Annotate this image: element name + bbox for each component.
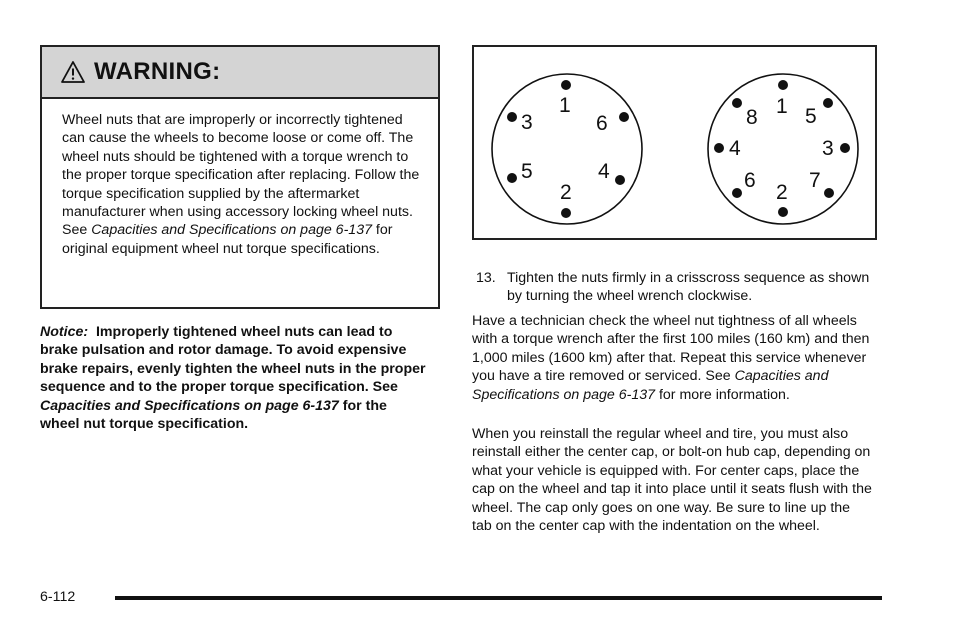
lug-number: 3 <box>822 137 834 160</box>
lug-number: 4 <box>729 137 741 160</box>
lug-number: 1 <box>776 95 788 118</box>
lug-nut-sequence-diagram <box>472 45 877 240</box>
notice-label: Notice: <box>40 324 89 340</box>
lug-number: 6 <box>744 169 756 192</box>
warning-text-end: for original equipment wheel nut torque specifications. <box>62 222 393 257</box>
lug-nut-dot <box>840 143 850 153</box>
footer-rule <box>115 596 882 600</box>
lug-nut-dot <box>778 207 788 217</box>
lug-nut-dot <box>507 173 517 183</box>
warning-body <box>42 99 438 258</box>
warning-title: WARNING: <box>94 58 221 85</box>
lug-nut-dot <box>507 112 517 122</box>
lug-number: 2 <box>560 181 572 204</box>
lug-number: 6 <box>596 112 608 135</box>
lug-number: 3 <box>521 111 533 134</box>
lug-nut-dot <box>732 98 742 108</box>
notice-paragraph <box>40 323 430 433</box>
lug-nut-dot <box>615 175 625 185</box>
lug-number: 4 <box>598 160 610 183</box>
paragraph-center-cap: When you reinstall the regular wheel and tire, you must also reinstall either the center cap, or bolt-on hub cap, depending on what your vehicle is equipped with. For center caps, place the cap on the wheel and tap it into place until it seats flush with the wheel. The cap only goes on one way. Be sure to line up the tab on the center cap with the indentation on the wheel. <box>472 426 872 535</box>
lug-nut-dot <box>561 80 571 90</box>
lug-nut-dot <box>778 80 788 90</box>
lug-nut-dot <box>824 188 834 198</box>
step-text: Tighten the nuts firmly in a crisscross sequence as shown by turning the wheel wrench clockwise. <box>507 270 870 305</box>
lug-nut-dot <box>823 98 833 108</box>
paragraph-reference: Capacities and Specifications on page 6-137 <box>472 368 829 403</box>
lug-nut-dot <box>619 112 629 122</box>
step-number: 13. <box>476 270 496 286</box>
warning-reference: Capacities and Specifications on page 6-137 <box>91 222 372 239</box>
step-13 <box>476 269 876 306</box>
notice-reference: Capacities and Specifications on page 6-137 <box>40 397 339 414</box>
lug-number: 1 <box>559 94 571 117</box>
lug-number: 5 <box>805 105 817 128</box>
page-number: 6-112 <box>40 589 76 605</box>
lug-number: 8 <box>746 106 758 129</box>
lug-number: 5 <box>521 160 533 183</box>
warning-header <box>42 47 438 99</box>
eight-lug-wheel <box>708 74 858 224</box>
lug-number: 2 <box>776 181 788 204</box>
notice-text: Improperly tightened wheel nuts can lead to brake pulsation and rotor damage. To avoid expensive brake repairs, evenly tighten the wheel nuts in the proper sequence and to the proper torque specification. See <box>40 324 426 396</box>
lug-nut-dot <box>732 188 742 198</box>
lug-number: 7 <box>809 169 821 192</box>
warning-box <box>40 45 440 309</box>
paragraph-text: Have a technician check the wheel nut tightness of all wheels with a torque wrench after the first 100 miles (160 km) and then 1,000 miles (1600 km) after that. Repeat this service whenever you have a tire removed or serviced. See <box>472 313 870 385</box>
paragraph-technician-check <box>472 312 872 404</box>
warning-text: Wheel nuts that are improperly or incorrectly tightened can cause the wheels to become loose or come off. The wheel nuts should be tightened with a torque wrench to the proper torque specification after replacing. Follow the torque specification supplied by the aftermarket manufacturer when using accessory locking wheel nuts. See <box>62 112 420 239</box>
paragraph-text-end: for more information. <box>655 386 790 403</box>
six-lug-wheel <box>492 74 642 224</box>
warning-triangle-icon <box>60 60 86 84</box>
lug-nut-dot <box>714 143 724 153</box>
notice-text-end: for the wheel nut torque specification. <box>40 397 387 433</box>
lug-nut-dot <box>561 208 571 218</box>
